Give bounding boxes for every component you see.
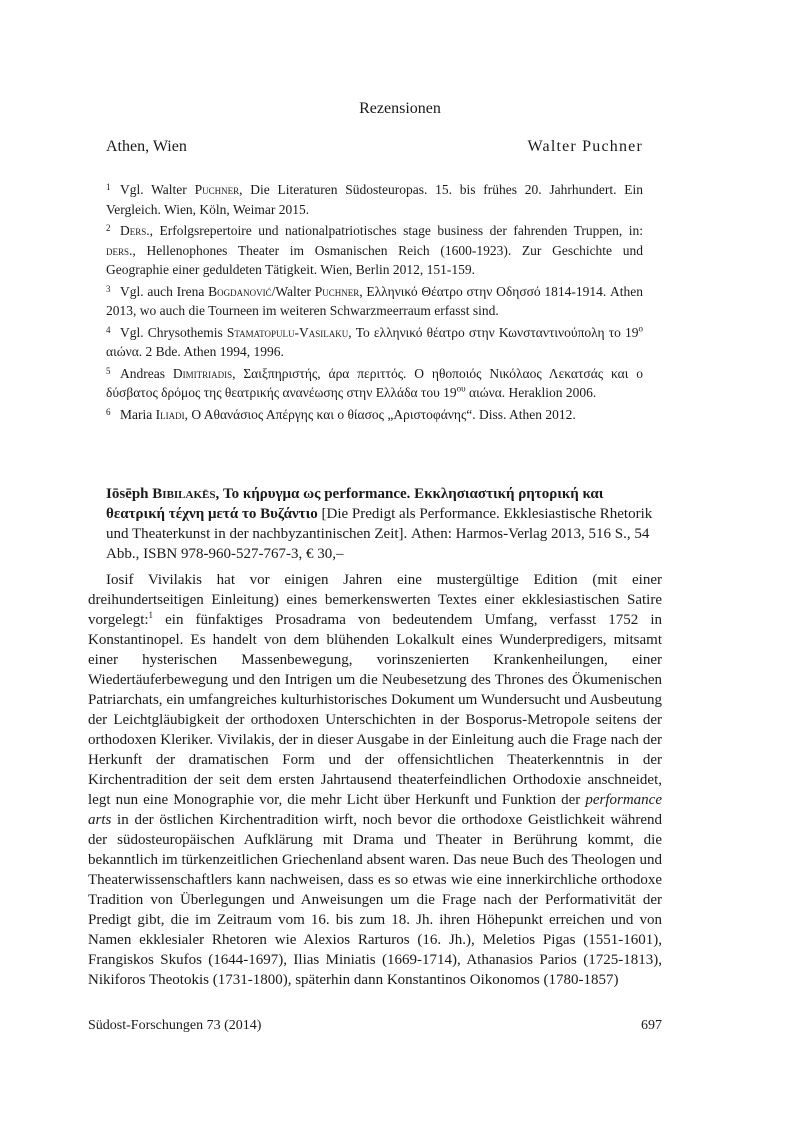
footnote-4: 4 Vgl. Chrysothemis Stamatopulu-Vasilaku, Το ελληνικό θέατρο στην Κωνσταντινούπολη το $19^o$ αιώνα. 2 Bde. Athen 1994, 1996.: [106, 321, 643, 362]
running-title: Rezensionen: [359, 100, 441, 117]
review-book-author-first: Iōsēph: [106, 486, 153, 502]
footnote-number: 6: [106, 406, 111, 417]
footnote-number: 2: [106, 223, 111, 233]
journal-citation: Südost-Forschungen 73 (2014): [88, 1018, 262, 1033]
page-number: 697: [641, 1018, 662, 1033]
footnote-5: 5 Andreas Dimitriadis, Σαιξπηριστής, άρα περιττός. Ο ηθοποιός Νικόλαος Λεκατσάς και ο δύσβατος δρόμος της θεατρικής ανανέωσης στην Ελλάδα του $19^{o\upsilon}$ αιώνα. Heraklion 2006.: [106, 362, 643, 403]
review-body: [88, 570, 662, 990]
body-paragraph: Iosif Vivilakis hat vor einigen Jahren eine mustergültige Edition (mit einer dreihundertseitigen Einleitung) eines bemerkenswerten Textes einer ekklesiastischen Satire vorgelegt:$^1$ ein fünfaktiges Prosadrama von bedeutendem Umfang, verfasst 1752 in Konstantinopel. Es handelt von dem blühenden Lokalkult eines Wunderpredigers, mitsamt einer hysterischen Massenbewegung, vorinszenierten Krankenheilungen, einer Wiedertäuferbewegung und den Intrigen um die Neubesetzung des Thrones des Ökumenischen Patriarchats, ein umfangreiches kulturhistorisches Dokument um Wundersucht und Ausbeutung der Leichtgläubigkeit der orthodoxen Unterschichten in der Bosporus-Metropole seitens der orthodoxen Kleriker. Vivilakis, der in dieser Ausgabe in der Einleitung auch die Frage nach der Herkunft der dramatischen Form und der offensichtlichen Theaterkenntnis in der Kirchentradition der seit dem ersten Jahrtausend theaterfeindlichen Orthodoxie anschneidet, legt nun eine Monographie vor, die mehr Licht über Herkunft und Funktion der performance arts in der östlichen Kirchentradition wirft, noch bevor die orthodoxe Geistlichkeit während der südosteuropäischen Aufklärung mit Drama und Theater in Berührung kommt, die bekanntlich im türkenzeitlichen Griechenland absent waren. Das neue Buch des Theologen und Theaterwissenschaftlers kann nachweisen, dass es so etwas wie eine innerkirchliche orthodoxe Tradition von Überlegungen und Anweisungen um die Frage nach der Performativität der Predigt gibt, die im Zeitraum vom 16. bis zum 18. Jh. ihren Höhepunkt erreichen und von Namen ekklesialer Rhetoren wie Alexios Rarturos (16. Jh.), Meletios Pigas (1551-1601), Frangiskos Skufos (1644-1697), Ilias Miniatis (1669-1714), Athanasios Parios (1725-1813), Nikiforos Theotokis (1731-1800), späterhin dann Konstantinos Oikonomos (1780-1857): [88, 572, 662, 988]
signature-place: Athen, Wien: [106, 138, 187, 155]
page-footer: [88, 1018, 662, 1034]
italic-term: performance arts: [88, 792, 662, 828]
running-header: [0, 100, 800, 118]
footnote-2: 2 Ders., Erfolgsrepertoire und nationalpatriotisches stage business der fahrenden Truppen, in: ders., Hellenophones Theater im Osmanischen Reich (1600-1923). Zur Geschichte und Geographie einer geduldeten Tätigkeit. Wien, Berlin 2012, 151-159.: [106, 219, 643, 280]
review-bibliographic-heading: [106, 484, 663, 564]
footnote-1: 1 Vgl. Walter Puchner, Die Literaturen Südosteuropas. 15. bis frühes 20. Jahrhundert. Ein Vergleich. Wien, Köln, Weimar 2015.: [106, 178, 643, 219]
footnote-number: 3: [106, 283, 111, 294]
review-book-author-last: Bibilakēs: [152, 486, 216, 502]
review-book-title-german: [Die Predigt als Performance. Ekklesiastische Rhetorik und Theaterkunst in der nachbyzantinischen Zeit]. Athen: Harmos-Verlag 2013, 516 S., 54 Abb., ISBN 978-960-527-767-3, € 30,–: [106, 506, 653, 562]
footnote-number: 1: [106, 182, 111, 192]
footnote-6: 6 Maria Iliadi, Ο Αθανάσιος Απέργης και ο θίασος „Αριστοφάνης“. Diss. Athen 2012.: [106, 403, 643, 425]
review-signature: [106, 138, 643, 156]
review-book-title-greek: , Το κήρυγμα ως performance. Εκκλησιαστική ρητορική και θεατρική τέχνη μετά το Βυζάντιο: [106, 486, 604, 522]
footnote-3: 3 Vgl. auch Irena Bogdanović/Walter Puchner, Ελληνικό Θέατρο στην Οδησσό 1814-1914. Athen 2013, wo auch die Tourneen im weiteren Schwarzmeerraum erfasst sind.: [106, 280, 643, 321]
signature-author: Walter Puchner: [527, 138, 643, 155]
footnote-number: 5: [106, 365, 111, 376]
footnotes: [106, 178, 643, 424]
footnote-ref: 1: [148, 610, 154, 620]
footnote-number: 4: [106, 324, 111, 335]
